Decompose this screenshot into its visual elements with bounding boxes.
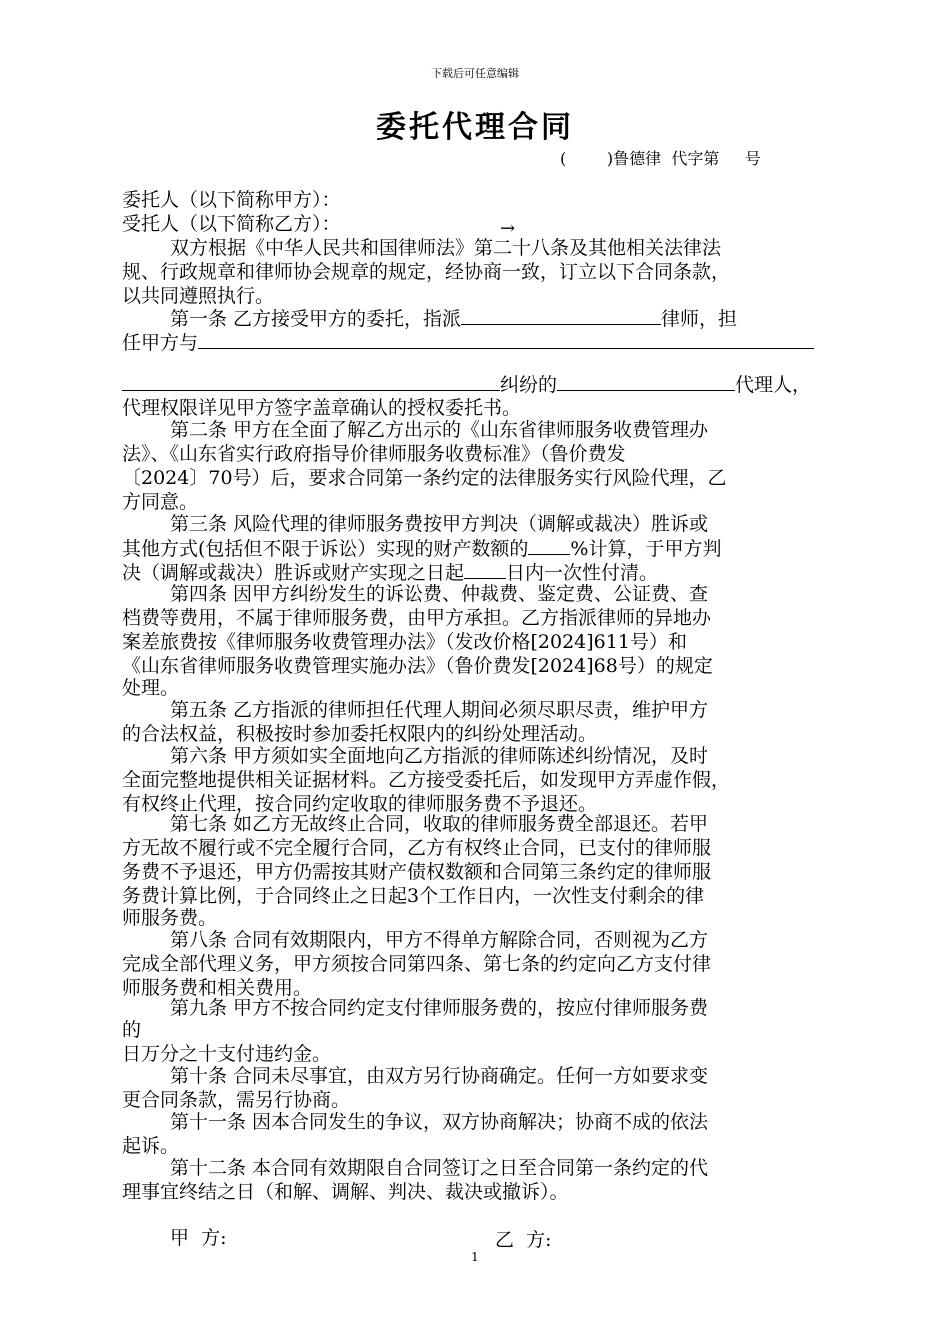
article-4-line-5: 处理。 — [122, 677, 180, 699]
article-3-text-b: %计算，于甲方判 — [570, 538, 722, 560]
article-4-line-3: 案差旅费按《律师服务收费管理办法》（发改价格[2024]611号）和 — [122, 631, 687, 653]
preamble-line-2: 规、行政规章和律师协会规章的规定，经协商一致，订立以下合同条款， — [122, 261, 731, 283]
article-10-line-2: 更合同条款，需另行协商。 — [122, 1089, 351, 1111]
document-number: ( )鲁德律 代字第 号 — [560, 149, 761, 168]
article-4-line-1: 第四条 因甲方纠纷发生的诉讼费、仲裁费、鉴定费、公证费、查 — [170, 583, 709, 605]
client-label: 委托人（以下简称甲方）： — [122, 189, 341, 211]
page-number: 1 — [471, 1250, 479, 1264]
article-6-line-2: 全面完整地提供相关证据材料。乙方接受委托后，如发现甲方弄虚作假， — [122, 769, 731, 791]
article-9-line-3: 日万分之十支付违约金。 — [122, 1043, 332, 1065]
article-3-text-d: 日内一次性付清。 — [506, 562, 659, 584]
article-9-line-2: 的 — [122, 1019, 142, 1041]
opposing-party-blank[interactable] — [198, 330, 814, 349]
article-1-line-2 — [122, 330, 814, 355]
article-3-text-a: 其他方式(包括但不限于诉讼）实现的财产数额的 — [122, 538, 529, 560]
days-blank[interactable] — [464, 560, 506, 579]
article-9-line-1: 第九条 甲方不按合同约定支付律师服务费的，按应付律师服务费 — [170, 997, 709, 1019]
arrow-mark: → — [500, 218, 516, 239]
article-1-text-b: 律师，担 — [661, 308, 738, 330]
article-4-line-2: 档费等费用，不属于律师服务费，由甲方承担。乙方指派律师的异地办 — [122, 607, 712, 629]
preamble-line-1: 双方根据《中华人民共和国律师法》第二十八条及其他相关法律法 — [170, 237, 722, 259]
article-1-text-d: 纠纷的 — [500, 374, 558, 396]
article-3-line-1: 第三条 风险代理的律师服务费按甲方判决（调解或裁决）胜诉或 — [170, 513, 709, 535]
article-1-text-e: 代理人， — [735, 374, 812, 396]
party-b-signature-label: 乙 方: — [495, 1229, 552, 1251]
stage-blank[interactable] — [557, 372, 735, 391]
article-1-line-3 — [122, 372, 811, 397]
article-5-line-2: 的合法权益，积极按时参加委托权限内的纠纷处理活动。 — [122, 723, 598, 745]
lawyer-name-blank[interactable] — [461, 306, 661, 325]
article-6-line-3: 有权终止代理，按合同约定收取的律师服务费不予退还。 — [122, 793, 598, 815]
article-2-line-2: 法》、《山东省实行政府指导价律师服务收费标准》（鲁价费发 — [122, 443, 626, 465]
article-1-text-a: 第一条 乙方接受甲方的委托，指派 — [170, 308, 462, 330]
article-3-line-2 — [122, 536, 721, 561]
preamble-line-3: 以共同遵照执行。 — [122, 285, 275, 307]
article-12-line-2: 理事宜终结之日（和解、调解、判决、裁决或撤诉）。 — [122, 1181, 569, 1203]
agent-label: 受托人（以下简称乙方）： — [122, 213, 341, 235]
page-title: 委托代理合同 — [376, 110, 574, 145]
article-6-line-1: 第六条 甲方须如实全面地向乙方指派的律师陈述纠纷情况，及时 — [170, 745, 709, 767]
article-5-line-1: 第五条 乙方指派的律师担任代理人期间必须尽职尽责，维护甲方 — [170, 699, 709, 721]
article-7-line-2: 方无故不履行或不完全履行合同，乙方有权终止合同，已支付的律师服 — [122, 837, 712, 859]
article-7-line-4: 务费计算比例，于合同终止之日起3个工作日内，一次性支付剩余的律 — [122, 885, 705, 907]
article-3-text-c: 决（调解或裁决）胜诉或财产实现之日起 — [122, 562, 465, 584]
percentage-blank[interactable] — [528, 536, 570, 555]
article-10-line-1: 第十条 合同未尽事宜，由双方另行协商确定。任何一方如要求变 — [170, 1065, 709, 1087]
dispute-blank[interactable] — [122, 372, 500, 391]
party-a-signature-label: 甲 方: — [170, 1227, 227, 1249]
article-1-line-4: 代理权限详见甲方签字盖章确认的授权委托书。 — [122, 397, 522, 419]
article-4-line-4: 《山东省律师服务收费管理实施办法》（鲁价费发[2024]68号）的规定 — [122, 655, 713, 677]
article-2-line-4: 方同意。 — [122, 491, 199, 513]
article-8-line-3: 师服务费和相关费用。 — [122, 977, 313, 999]
article-7-line-1: 第七条 如乙方无故终止合同，收取的律师服务费全部退还。若甲 — [170, 813, 709, 835]
article-1-text-c: 任甲方与 — [122, 332, 199, 354]
article-8-line-2: 完成全部代理义务，甲方须按合同第四条、第七条的约定向乙方支付律 — [122, 953, 712, 975]
article-11-line-1: 第十一条 因本合同发生的争议，双方协商解决；协商不成的依法 — [170, 1111, 709, 1133]
article-8-line-1: 第八条 合同有效期限内，甲方不得单方解除合同，否则视为乙方 — [170, 929, 709, 951]
article-2-line-1: 第二条 甲方在全面了解乙方出示的《山东省律师服务收费管理办 — [170, 419, 709, 441]
article-2-line-3: 〔2024〕70号）后，要求合同第一条约定的法律服务实行风险代理，乙 — [122, 467, 727, 489]
article-12-line-1: 第十二条 本合同有效期限自合同签订之日至合同第一条约定的代 — [170, 1157, 709, 1179]
article-1-line-1 — [170, 306, 737, 331]
article-11-line-2: 起诉。 — [122, 1135, 180, 1157]
article-7-line-3: 务费不予退还，甲方仍需按其财产债权数额和合同第三条约定的律师服 — [122, 861, 712, 883]
header-note: 下载后可任意编辑 — [431, 67, 519, 80]
article-7-line-5: 师服务费。 — [122, 907, 218, 929]
